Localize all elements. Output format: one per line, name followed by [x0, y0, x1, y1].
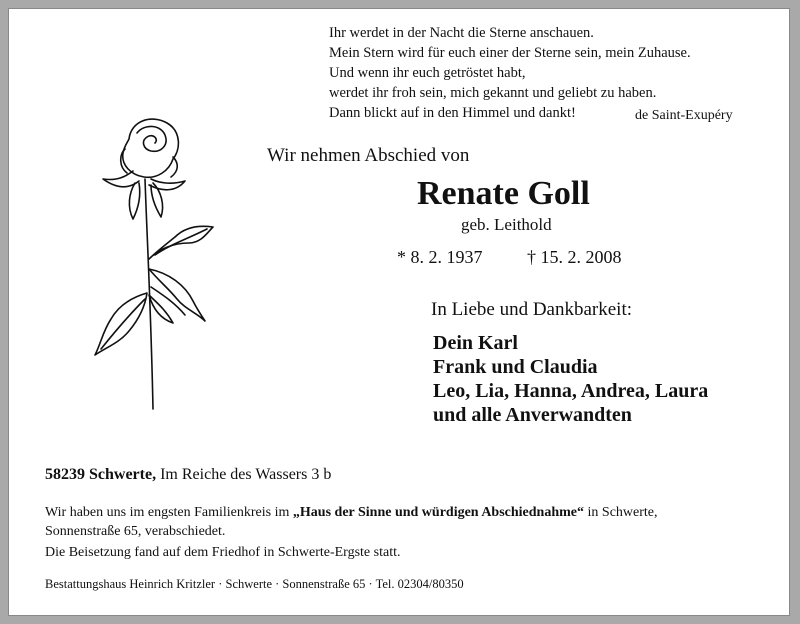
farewell-notice — [45, 503, 658, 541]
poem-line: Ihr werdet in der Nacht die Sterne anschauen. — [329, 25, 594, 41]
family-list — [433, 331, 708, 427]
notice-venue: „Haus der Sinne und würdigen Abschiednahme“ — [292, 505, 585, 520]
family-member: und alle Anverwandten — [433, 404, 632, 426]
funeral-home-footer: Bestattungshaus Heinrich Kritzler · Schwerte · Sonnenstraße 65 · Tel. 02304/80350 — [45, 577, 464, 591]
address-street: Im Reiche des Wassers 3 b — [160, 466, 332, 483]
born-name: geb. Leithold — [461, 215, 552, 234]
burial-notice: Die Beisetzung fand auf dem Friedhof in Schwerte-Ergste statt. — [45, 545, 401, 560]
notice-text: in Schwerte, — [584, 505, 658, 520]
address — [45, 466, 331, 484]
poem-line: Und wenn ihr euch getröstet habt, — [329, 65, 526, 81]
address-city: 58239 Schwerte, — [45, 466, 157, 483]
notice-text: Sonnenstraße 65, verabschiedet. — [45, 524, 226, 539]
death-date: † 15. 2. 2008 — [527, 247, 622, 267]
birth-date: * 8. 2. 1937 — [397, 247, 483, 267]
rose-icon — [89, 109, 229, 419]
obituary-card — [8, 8, 790, 616]
family-member: Leo, Lia, Hanna, Andrea, Laura — [433, 380, 709, 402]
notice-text: Wir haben uns im engsten Familienkreis im — [45, 505, 293, 520]
family-member: Dein Karl — [433, 332, 518, 354]
thanks-line: In Liebe und Dankbarkeit: — [431, 299, 633, 320]
family-member: Frank und Claudia — [433, 356, 598, 378]
deceased-name: Renate Goll — [417, 175, 590, 212]
poem-author: de Saint-Exupéry — [635, 108, 733, 123]
poem-line: werdet ihr froh sein, mich gekannt und geliebt zu haben. — [329, 85, 657, 101]
farewell-intro: Wir nehmen Abschied von — [267, 145, 470, 166]
poem-line: Dann blickt auf in den Himmel und dankt! — [329, 105, 576, 121]
poem-line: Mein Stern wird für euch einer der Sterne sein, mein Zuhause. — [329, 45, 691, 61]
